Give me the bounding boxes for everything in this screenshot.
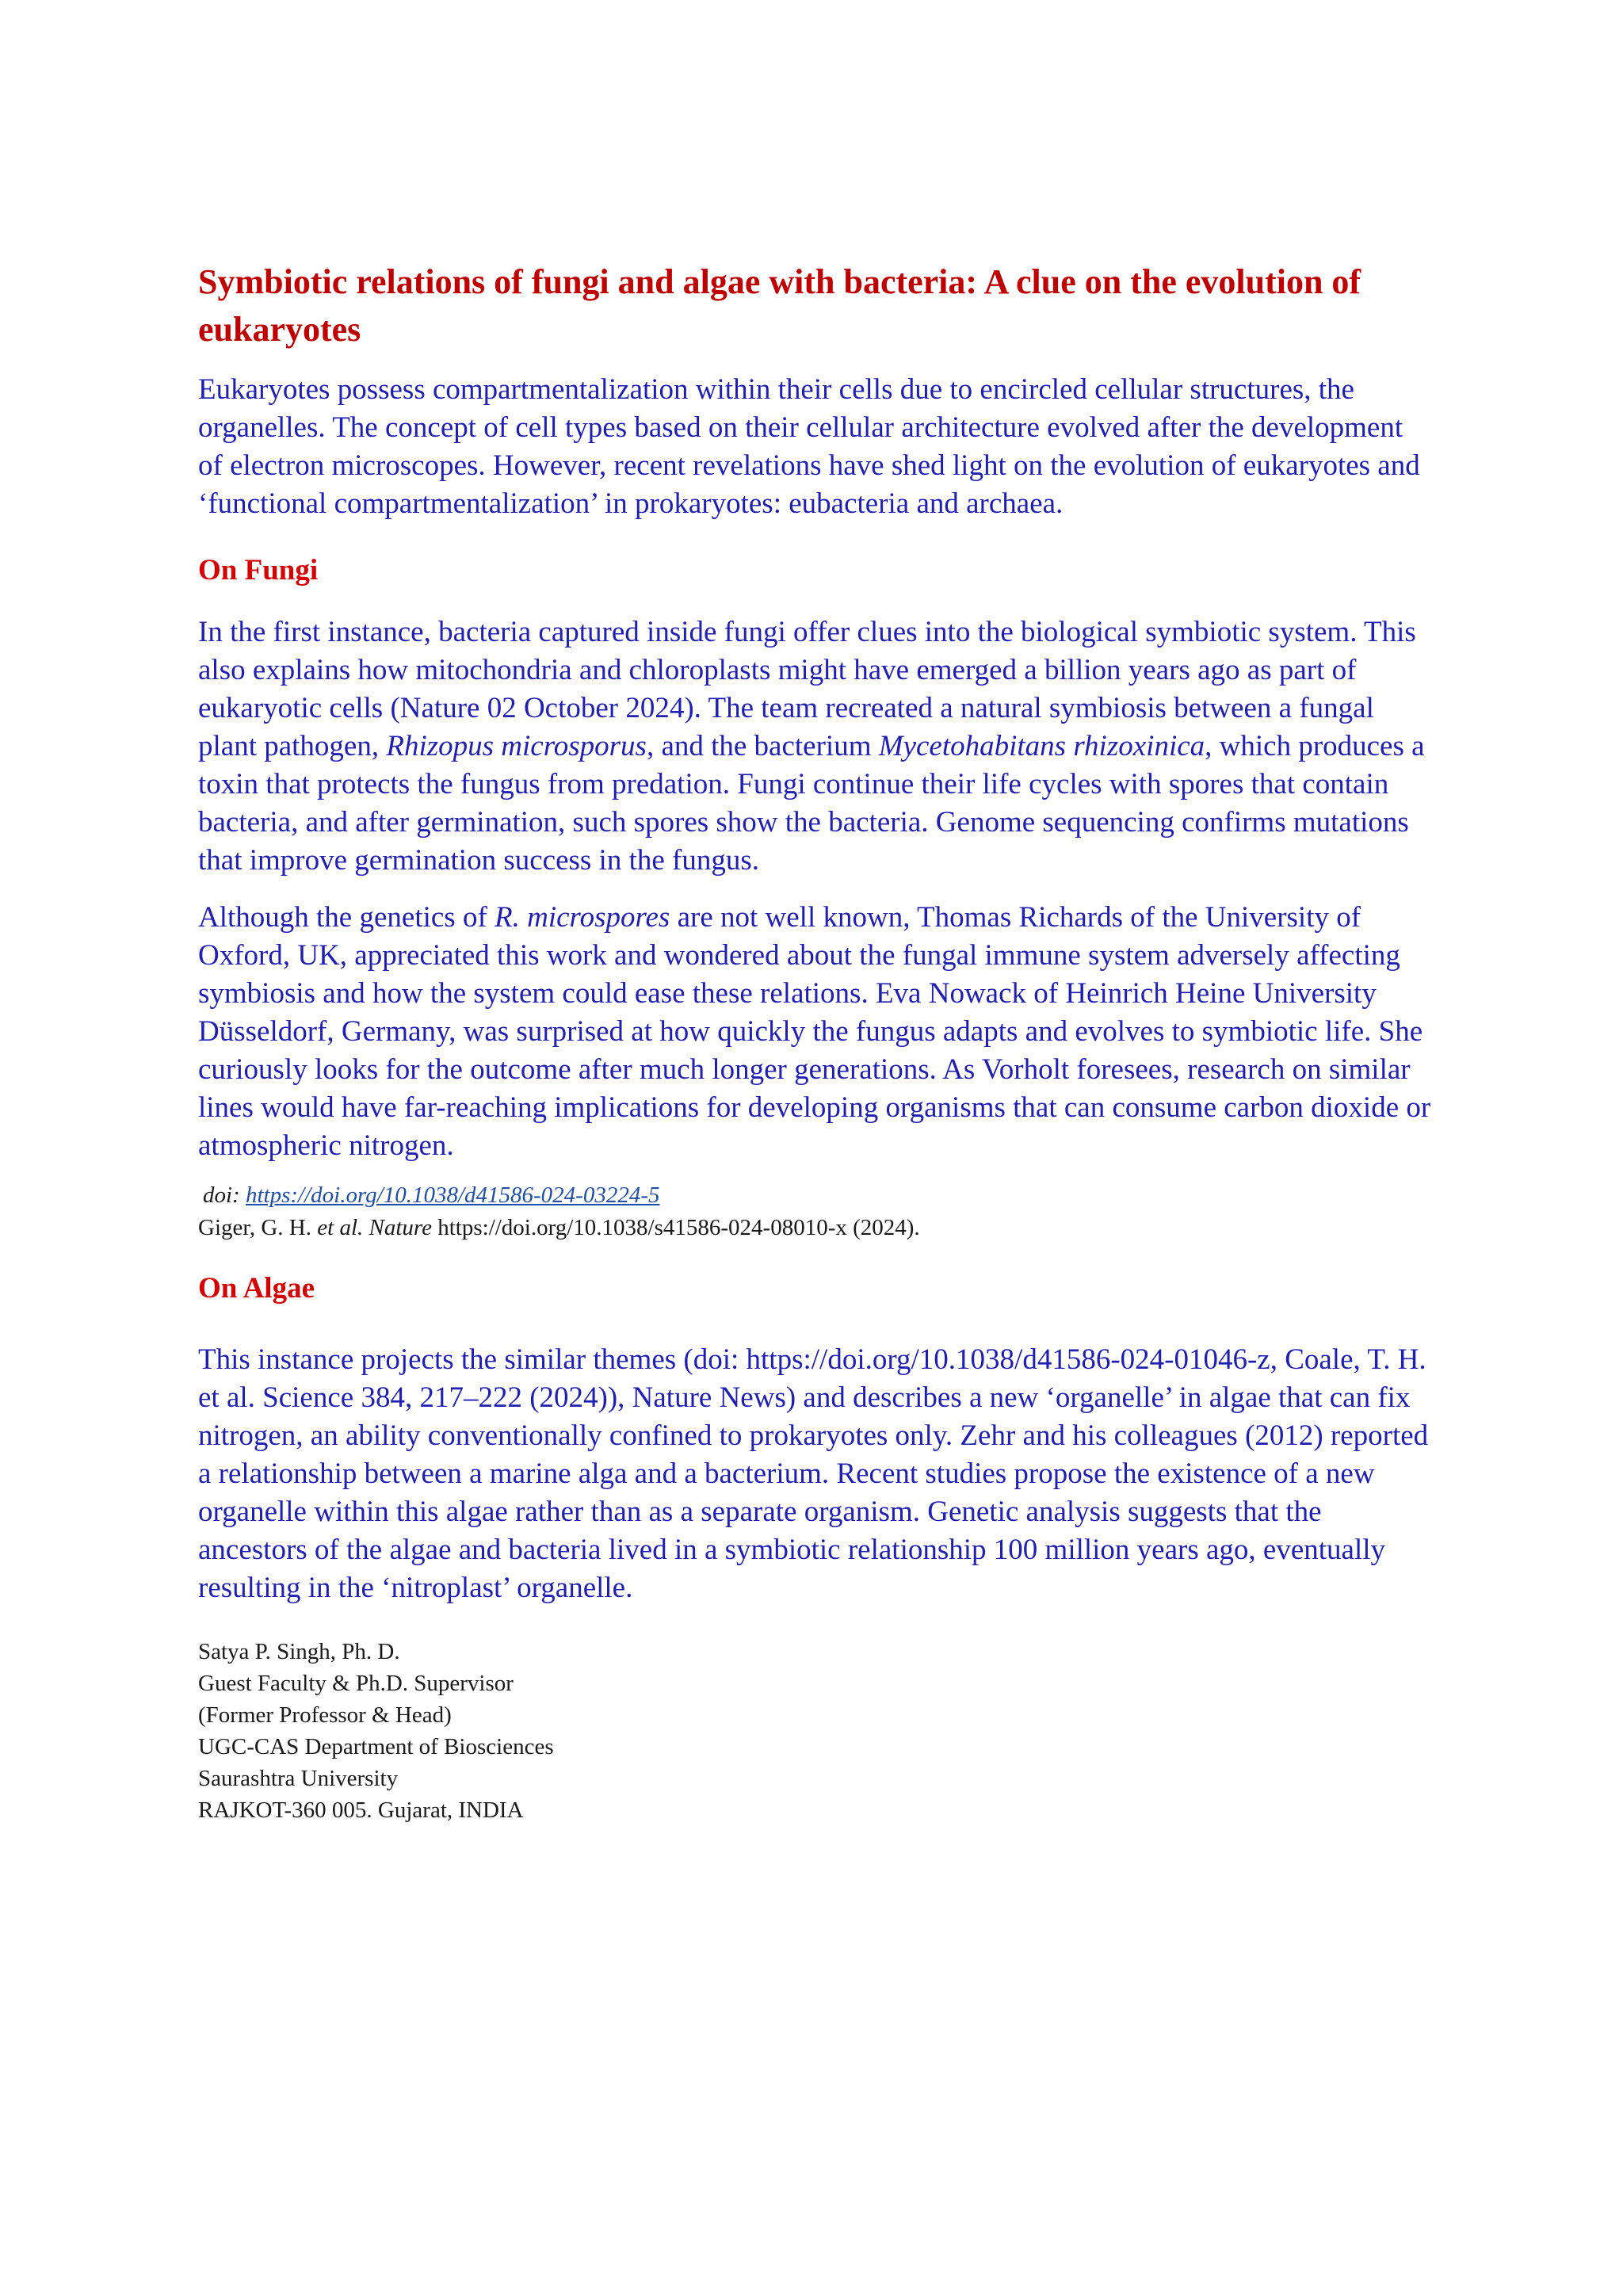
citation-reference bbox=[198, 1212, 1434, 1244]
fungi-paragraph-1 bbox=[198, 613, 1434, 880]
citation-journal: et al. Nature bbox=[317, 1215, 432, 1240]
fungi-paragraph-2 bbox=[198, 899, 1434, 1165]
text-span: , which produces a toxin that protects the fungus from predation. Fungi continue their life cycles with spores that contain bacteria, and after germination, such spores show the bacteria. Genome sequencing confirms mutations that improve germination success in the fungus. bbox=[198, 730, 1425, 877]
doi-label: doi: bbox=[203, 1182, 246, 1208]
document-page bbox=[198, 258, 1434, 1826]
page-title: Symbiotic relations of fungi and algae with bacteria: A clue on the evolution of eukaryotes bbox=[198, 262, 1361, 349]
author-name: Satya P. Singh, Ph. D. bbox=[198, 1639, 400, 1664]
text-span: , and the bacterium bbox=[646, 730, 879, 762]
author-line: UGC-CAS Department of Biosciences bbox=[198, 1734, 554, 1759]
doi-link[interactable]: https://doi.org/10.1038/d41586-024-03224-5 bbox=[245, 1182, 660, 1208]
fungi-heading: On Fungi bbox=[198, 554, 319, 586]
doi-reference bbox=[198, 1179, 1434, 1212]
text-span: are not well known, Thomas Richards of the University of Oxford, UK, appreciated this work and wondered about the fungal immune system adversely affecting symbiosis and how the system could ease these relations. Eva Nowack of Heinrich Heine University Düsseldorf, Germany, was surprised at how quickly the fungus adapts and evolves to symbiotic life. She curiously looks for the outcome after much longer generations. As Vorholt foresees, research on similar lines would have far-reaching implications for developing organisms that can consume carbon dioxide or atmospheric nitrogen. bbox=[198, 901, 1431, 1162]
species-name: R. microspores bbox=[495, 901, 670, 934]
intro-paragraph: Eukaryotes possess compartmentalization within their cells due to encircled cellular structures, the organelles. The concept of cell types based on their cellular architecture evolved after the development of electron microscopes. However, recent revelations have shed light on the evolution of eukaryotes and ‘functional compartmentalization’ in prokaryotes: eubacteria and archaea. bbox=[198, 373, 1420, 520]
references bbox=[198, 1179, 1434, 1244]
author-line: (Former Professor & Head) bbox=[198, 1702, 452, 1728]
text-span: In the first instance, bacteria captured inside fungi offer clues into the biological symbiotic system. This also explains how mitochondria and chloroplasts might have emerged a billion years ago as part of eukaryotic cells (Nature 02 October 2024). The team recreated a natural symbiosis between a fungal plant pathogen, bbox=[198, 616, 1416, 762]
algae-heading: On Algae bbox=[198, 1272, 315, 1305]
author-line: RAJKOT-360 005. Gujarat, INDIA bbox=[198, 1797, 524, 1823]
citation-authors: Giger, G. H. bbox=[198, 1215, 318, 1240]
author-line: Saurashtra University bbox=[198, 1766, 399, 1791]
species-name: Rhizopus microsporus bbox=[386, 730, 647, 762]
citation-rest: https://doi.org/10.1038/s41586-024-08010-x (2024). bbox=[431, 1215, 920, 1240]
species-name: Mycetohabitans rhizoxinica bbox=[878, 730, 1205, 762]
text-span: Although the genetics of bbox=[198, 901, 495, 934]
author-block bbox=[198, 1636, 1434, 1826]
author-line: Guest Faculty & Ph.D. Supervisor bbox=[198, 1671, 514, 1696]
algae-paragraph: This instance projects the similar themes (doi: https://doi.org/10.1038/d41586-024-01046-z, Coale, T. H. et al. Science 384, 217–222 (2024)), Nature News) and describes a new ‘organelle’ in algae that can fix nitrogen, an ability conventionally confined to prokaryotes only. Zehr and his colleagues (2012) reported a relationship between a marine alga and a bacterium. Recent studies propose the existence of a new organelle within this algae rather than as a separate organism. Genetic analysis suggests that the ancestors of the algae and bacteria lived in a symbiotic relationship 100 million years ago, eventually resulting in the ‘nitroplast’ organelle. bbox=[198, 1343, 1429, 1604]
